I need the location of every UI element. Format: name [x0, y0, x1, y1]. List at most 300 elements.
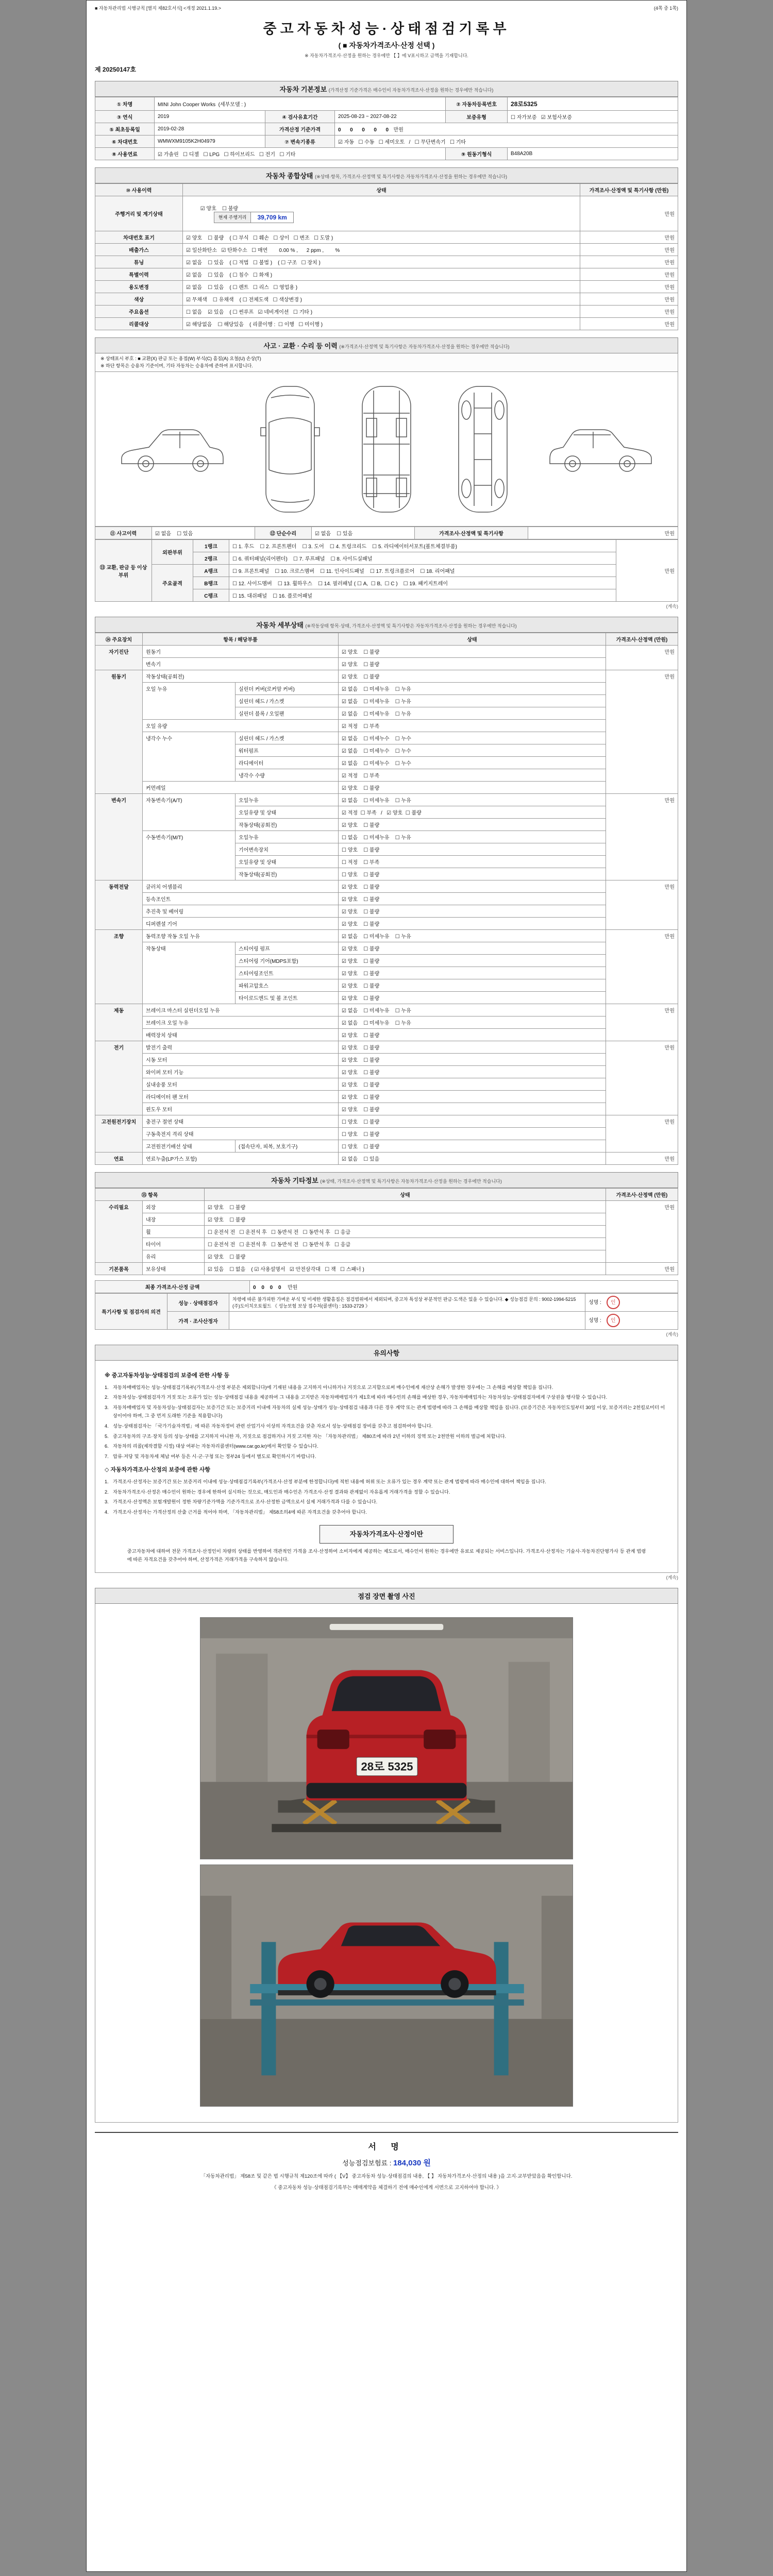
detail-row [95, 1078, 678, 1091]
price-cell [606, 1054, 678, 1066]
table-header-row [95, 184, 678, 196]
detail-row [95, 1029, 678, 1041]
status-cell: ☑ 양호 ☐ 불량 [339, 942, 606, 955]
field-label: 보증유형 [446, 111, 508, 123]
detail-row [95, 831, 678, 843]
device-cell: 제동 [95, 1004, 143, 1016]
form-reference-left: ■ 자동차관리법 시행규칙 [별지 제82호서식] <개정 2021.1.19.> [95, 6, 221, 11]
status-cell: ☑ 없음 ☐ 있음 [339, 1153, 606, 1165]
subitem-cell [236, 670, 339, 683]
status-cell: ☑ 있음 ☐ 없음 ( ☑ 사용설명서 ☑ 안전삼각대 ☐ 잭 ☐ 스패너 ) [205, 1263, 606, 1275]
detail-row [95, 1016, 678, 1029]
frame-label: 주요골격 [152, 565, 193, 602]
item-cell [143, 843, 236, 856]
appraiser-sign-cell [585, 1312, 678, 1330]
field-label: 색상 [95, 293, 183, 306]
section-basic-title: 자동차 기본정보 [279, 86, 327, 93]
rank-items: ☐ 6. 쿼터패널(리어펜더) ☐ 7. 루프패널 ☐ 8. 사이드실패널 [229, 552, 616, 565]
notice-item-number: 1. [105, 1479, 109, 1484]
rank-row [95, 565, 678, 577]
mileage-status-cell [183, 196, 580, 231]
inspector-stamp: 인 [607, 1296, 620, 1309]
status-cell: ☑ 양호 ☐ 불량 [339, 918, 606, 930]
device-cell [95, 1016, 143, 1029]
notice-item-text: 압류·저당 및 자동차세 체납 여부 등은 시·군·구청 또는 정부24 등에서 별도로 확인하시기 바랍니다. [113, 1454, 316, 1460]
table-row [95, 135, 678, 148]
section-detail-title: 자동차 세부상태 [256, 621, 304, 629]
status-cell: ☑ 양호 ☐ 불량 [205, 1213, 606, 1226]
status-cell: ☑ 없음 ☐ 미세누유 ☐ 누유 [339, 1004, 606, 1016]
subitem-cell [236, 1153, 339, 1165]
appraiser-stamp: 인 [607, 1314, 620, 1327]
status-cell: ☑ 양호 ☐ 불량 [339, 1066, 606, 1078]
price-cell: 만원 [580, 293, 678, 306]
status-cell: ☑ 양호 ☐ 불량 [339, 1091, 606, 1103]
detail-row [95, 1054, 678, 1066]
status-cell: ☐ 운전석 전 ☐ 운전석 후 ☐ 동반석 전 ☐ 동반석 후 ☐ 응급 [205, 1226, 606, 1238]
field-label: 튜닝 [95, 256, 183, 268]
notice-item-text: 가격조사·산정액은 보험개발원이 정한 차량기준가액을 기준가격으로 조사·산정한 금액으로서 실제 거래가격과 다를 수 있습니다. [113, 1499, 378, 1505]
status-cell: ☑ 적정 ☐ 부족 [339, 769, 606, 782]
subitem-cell [236, 1016, 339, 1029]
device-cell [95, 831, 143, 843]
price-cell [606, 955, 678, 967]
detail-row [95, 658, 678, 670]
item-cell: 원동기 [143, 646, 236, 658]
subitem-cell: 작동상태(공회전) [236, 868, 339, 880]
subitem-cell [236, 1078, 339, 1091]
section-accident-note: (※가격조사·산정액 및 특기사항은 자동차가격조사·산정을 원하는 경우에만 적습니다) [339, 344, 510, 349]
field-label: ⑦ 변속기종류 [265, 135, 335, 148]
price-cell [606, 1103, 678, 1115]
detail-row [95, 720, 678, 732]
subitem-cell [236, 1004, 339, 1016]
price-cell: 만원 [616, 540, 678, 602]
notice-item-text: 자동차가격조사·산정은 매수인이 원하는 경우에 한하여 실시하는 것으로, 매도인과 매수인은 가격조사·산정 결과와 관계없이 자유롭게 거래가격을 정할 수 있습니다. [113, 1489, 450, 1495]
section-basic-info [95, 81, 678, 97]
price-cell [606, 1016, 678, 1029]
detail-row [95, 1066, 678, 1078]
overall-rows [95, 231, 678, 330]
price-cell: 만원 [580, 268, 678, 281]
section-photos [95, 1588, 678, 1604]
device-cell [95, 1078, 143, 1091]
subitem-cell [236, 1041, 339, 1054]
item-cell [143, 819, 236, 831]
opinion-row [95, 1312, 678, 1330]
price-cell: 만원 [528, 527, 678, 539]
car-diagram-side-left [114, 418, 227, 480]
first-registration-value: 2019-02-28 [155, 123, 265, 135]
other-row [95, 1250, 678, 1263]
device-header: ⑭ 주요장치 [95, 633, 143, 646]
item-cell: 윈도우 모터 [143, 1103, 236, 1115]
status-cell: ☐ 없음 ☐ 미세누유 ☐ 누유 [339, 831, 606, 843]
detail-row [95, 893, 678, 905]
price-cell [606, 782, 678, 794]
status-cell: ☑ 없음 ☐ 미세누유 ☐ 누유 [339, 695, 606, 707]
price-cell [606, 819, 678, 831]
section-detail-condition [95, 617, 678, 633]
section-other-title: 자동차 기타정보 [271, 1177, 318, 1184]
notice-item [105, 1422, 668, 1431]
subitem-cell: 작동상태(공회전) [236, 819, 339, 831]
device-cell [95, 658, 143, 670]
detail-row [95, 843, 678, 856]
rank-name: 2랭크 [193, 552, 229, 565]
subitem-cell: 오일누유 [236, 794, 339, 806]
detail-row [95, 782, 678, 794]
detail-row [95, 646, 678, 658]
page-title: 중고자동차성능·상태점검기록부 [263, 21, 510, 37]
continue-mark: (계속) [666, 1574, 678, 1580]
field-label: 가격산정 기준가격 [265, 123, 335, 135]
device-cell: 고전원전기장치 [95, 1115, 143, 1128]
item-cell: 오일 유량 [143, 720, 236, 732]
device-cell [95, 1091, 143, 1103]
other-row [95, 1201, 678, 1213]
warranty-type-value: ☐ 자가보증 ☑ 보험사보증 [508, 111, 678, 123]
detail-row [95, 819, 678, 831]
subitem-cell [236, 893, 339, 905]
signature-statement-1: 「자동차관리법」 제58조 및 같은 법 시행규칙 제120조에 따라 ( 【V】 중고자동차 성능·상태점검의 내용, 【 】 자동차가격조사·산정의 내용 )을 고지·교부받았음을 확인합니다. [200, 2173, 573, 2179]
price-note-label: 가격조사·산정액 및 특기사항 [415, 527, 528, 539]
overall-row [95, 306, 678, 318]
detail-row [95, 905, 678, 918]
base-price-digits: 0 0 0 0 0 [338, 127, 391, 133]
section-overall-condition [95, 167, 678, 183]
subitem-cell: 냉각수 수량 [236, 769, 339, 782]
item-header: ⑮ 항목 [95, 1189, 205, 1201]
document-number: 제 20250147호 [95, 66, 136, 73]
detail-row [95, 707, 678, 720]
status-cell: ☑ 양호 ☐ 불량 [339, 1103, 606, 1115]
status-cell: ☑ 양호 ☐ 불량 [339, 905, 606, 918]
notice-item-text: 자동차매매업자는 성능·상태점검기록부(가격조사·산정 부분은 제외합니다)에 기재된 내용을 고지하지 아니하거나 거짓으로 고지함으로써 매수인에게 재산상 손해가 발생한 경우에는 그 손해를 배상할 책임을 집니다. [113, 1384, 553, 1390]
simple-repair-value: ☑ 없음 ☐ 있음 [312, 527, 415, 539]
detail-row [95, 757, 678, 769]
notice-item-number: 5. [105, 1433, 109, 1439]
notice-item-text: 가격조사·산정자는 보증기간 또는 보증거리 이내에 성능·상태점검기록부(가격조사·산정 부분에 한정합니다)에 적힌 내용에 허위 또는 오류가 있는 경우 계약 또는 관계 법령에 따라 매수인에 대하여 책임을 집니다. [113, 1479, 546, 1484]
notice-item-text: 성능·상태점검자는 「국가기술자격법」에 따른 자동차정비 관련 산업기사 이상의 자격요건을 갖춘 자로서 성능·상태점검 장비를 갖추고 점검하여야 합니다. [113, 1423, 433, 1429]
other-info-table [95, 1188, 678, 1275]
field-label: 특별이력 [95, 268, 183, 281]
signature-section [95, 2132, 678, 2191]
item-cell: 작동상태 [143, 942, 236, 955]
status-cell: ☑ 없음 ☐ 미세누수 ☐ 누수 [339, 744, 606, 757]
subitem-cell [236, 905, 339, 918]
status-cell: ☑ 없음 ☐ 있음 ( ☐ 침수 ☐ 화재 ) [183, 268, 580, 281]
subitem-cell [236, 918, 339, 930]
state-header: 상태 [205, 1189, 606, 1201]
price-cell: 만원 [606, 646, 678, 658]
subitem-cell: 타이로드엔드 및 볼 조인트 [236, 992, 339, 1004]
price-cell: 만원 [580, 196, 678, 231]
status-cell: ☑ 양호 ☐ 불량 [339, 955, 606, 967]
price-cell: 만원 [606, 880, 678, 893]
group-cell: 수리필요 [95, 1201, 143, 1213]
price-cell: 만원 [606, 1115, 678, 1128]
device-cell: 조향 [95, 930, 143, 942]
license-plate-text: 28로 5325 [361, 1760, 413, 1773]
inspector-sign-cell [585, 1294, 678, 1312]
continue-mark: (계속) [666, 604, 678, 609]
overall-row [95, 231, 678, 244]
device-cell: 자기진단 [95, 646, 143, 658]
status-cell: ☑ 양호 ☐ 불량 ( ☐ 부식 ☐ 훼손 ☐ 상이 ☐ 변조 ☐ 도말 ) [183, 231, 580, 244]
group-cell [95, 1238, 143, 1250]
field-label: ⑫ 단순수리 [255, 527, 312, 539]
notice-item-number: 3. [105, 1405, 109, 1411]
device-cell: 동력전달 [95, 880, 143, 893]
car-side-view-right-icon [546, 418, 659, 480]
page-subtitle-note: ※ 자동차가격조사·산정을 원하는 경우에만 【 】에 V표시하고 금액을 기재합니다. [305, 53, 468, 58]
status-cell: ☑ 무채색 ☐ 유채색 ( ☐ 전체도색 ☐ 색상변경 ) [183, 293, 580, 306]
status-cell: ☑ 양호 ☐ 불량 [205, 1250, 606, 1263]
final-price-unit: 만원 [287, 1285, 298, 1291]
device-cell [95, 1103, 143, 1115]
detail-row [95, 856, 678, 868]
price-appraisal-definition-title: 자동차가격조사·산정이란 [320, 1525, 453, 1544]
detail-row [95, 794, 678, 806]
rank-items: ☐ 15. 대쉬패널 ☐ 16. 플로어패널 [229, 589, 616, 602]
current-mileage-label: 현재 주행거리 [214, 212, 251, 223]
item-cell: 라디에이터 팬 모터 [143, 1091, 236, 1103]
final-price-value [250, 1281, 678, 1293]
item-cell [143, 955, 236, 967]
detail-row [95, 1115, 678, 1128]
rank-name: A랭크 [193, 565, 229, 577]
field-label: ⑧ 사용연료 [95, 148, 155, 160]
item-cell: 외장 [143, 1201, 205, 1213]
price-cell [606, 732, 678, 744]
table-row [95, 123, 678, 135]
insurance-fee-line [95, 2157, 678, 2168]
final-price-digits: 0 0 0 0 [253, 1285, 283, 1291]
detail-row [95, 1004, 678, 1016]
field-label: 차대번호 표기 [95, 231, 183, 244]
price-cell [606, 905, 678, 918]
section-notice [95, 1345, 678, 1361]
detail-row [95, 744, 678, 757]
device-cell: 연료 [95, 1153, 143, 1165]
item-cell: 추진축 및 베어링 [143, 905, 236, 918]
status-cell: ☑ 양호 ☐ 불량 [339, 893, 606, 905]
status-cell: ☐ 양호 ☐ 불량 [339, 1140, 606, 1153]
outer-panel-label: 외판부위 [152, 540, 193, 565]
item-cell: 연료누출(LP가스 포함) [143, 1153, 236, 1165]
signature-title: 서 명 [368, 2142, 405, 2151]
inspection-photo-lift [200, 1865, 573, 2107]
device-cell: 원동기 [95, 670, 143, 683]
price-cell: 만원 [580, 244, 678, 256]
notice-item-number: 7. [105, 1454, 109, 1460]
registration-number-value: 28로5325 [508, 97, 678, 111]
price-cell [606, 720, 678, 732]
status-cell: ☑ 없음 ☐ 미세누유 ☐ 누유 [339, 683, 606, 695]
detail-row [95, 880, 678, 893]
detail-row [95, 868, 678, 880]
accident-legend [95, 353, 678, 372]
item-cell: 디퍼렌셜 기어 [143, 918, 236, 930]
status-cell: ☑ 없음 ☐ 미세누유 ☐ 누유 [339, 930, 606, 942]
status-cell: ☑ 없음 ☐ 미세누수 ☐ 누수 [339, 732, 606, 744]
price-cell [606, 893, 678, 905]
price-cell [606, 1029, 678, 1041]
detail-row [95, 1041, 678, 1054]
notice-item [105, 1509, 668, 1517]
item-cell: 자동변속기(A/T) [143, 794, 236, 806]
status-cell: ☑ 양호 ☐ 불량 [339, 1041, 606, 1054]
item-cell: 시동 모터 [143, 1054, 236, 1066]
item-cell: 내장 [143, 1213, 205, 1226]
notice-item-number: 2. [105, 1395, 109, 1400]
price-cell [606, 1226, 678, 1238]
device-cell [95, 806, 143, 819]
status-cell: ☑ 양호 ☐ 불량 [339, 880, 606, 893]
detail-row [95, 955, 678, 967]
price-cell [606, 942, 678, 955]
status-cell: ☑ 없음 ☐ 미세누유 ☐ 누유 [339, 707, 606, 720]
price-cell: 만원 [606, 1041, 678, 1054]
notice-item-text: 가격조사·산정자는 가격산정의 산출 근거를 적어야 하며, 「자동차관리법」 제58조의4에 따른 자격요건을 갖추어야 합니다. [113, 1510, 367, 1515]
price-cell [606, 707, 678, 720]
device-cell [95, 707, 143, 720]
status-cell: ☑ 양호 ☐ 불량 [339, 1054, 606, 1066]
field-label: 주행거리 및 계기상태 [95, 196, 183, 231]
price-cell [606, 856, 678, 868]
overall-row [95, 281, 678, 293]
appraiser-role-label: 가격 · 조사산정자 [167, 1312, 229, 1330]
detail-row [95, 769, 678, 782]
device-cell [95, 1066, 143, 1078]
subitem-cell: 스티어링조인트 [236, 967, 339, 979]
price-cell [606, 1238, 678, 1250]
notice-item-text: 중고자동차의 구조·장치 등의 성능·상태를 고지하지 아니한 자, 거짓으로 점검하거나 거짓 고지한 자는 「자동차관리법」 제80조에 따라 2년 이하의 징역 또는 2천만원 이하의 벌금에 처합니다. [113, 1433, 507, 1439]
device-cell [95, 695, 143, 707]
status-cell: ☑ 양호 ☐ 불량 [339, 1029, 606, 1041]
device-cell [95, 1054, 143, 1066]
price-cell [606, 831, 678, 843]
notice-item-number: 4. [105, 1510, 109, 1515]
subitem-cell [236, 1091, 339, 1103]
subitem-cell [236, 1029, 339, 1041]
odometer-status: ☑ 양호 ☐ 불량 [200, 206, 239, 212]
legend-line-2: ※ 하단 항목은 승용차 기준이며, 기타 자동차는 승용차에 준하여 표시합니다. [100, 363, 253, 368]
price-cell [606, 1066, 678, 1078]
overall-row [95, 244, 678, 256]
device-cell [95, 819, 143, 831]
vehicle-name-value: MINI John Cooper Works (세부모델 : ) [155, 97, 446, 111]
car-underbody-view-icon [449, 382, 516, 516]
status-cell: ☑ 해당없음 ☐ 해당있음 ( 리콜이행 : ☐ 이행 ☐ 미이행 ) [183, 318, 580, 330]
price-cell: 만원 [606, 794, 678, 806]
section-overall-title: 자동차 종합상태 [265, 172, 313, 180]
device-cell [95, 967, 143, 979]
accident-summary-row [95, 527, 678, 539]
device-cell [95, 942, 143, 955]
device-cell [95, 979, 143, 992]
device-cell [95, 905, 143, 918]
item-cell [143, 707, 236, 720]
group-cell: 기본품목 [95, 1263, 143, 1275]
notice-item [105, 1488, 668, 1497]
status-cell: ☑ 양호 ☐ 불량 [205, 1201, 606, 1213]
base-price-value [335, 123, 678, 135]
status-cell: ☑ 없음 ☐ 있음 ( ☐ 적법 ☐ 불법 ) ( ☐ 구조 ☐ 장치 ) [183, 256, 580, 268]
price-cell [606, 979, 678, 992]
inspector-opinion-text: 차령에 따른 불가피한 가벼운 부식 및 미세한 생활흠집은 점검범위에서 제외되며, 중고차 특성상 부분적인 판금·도색은 있을 수 있습니다. ◆ 성능점검 문의 : 9002-1994-5215 (주)도이치오토월드 《 성능보험 보상 접수처(콜센터) : 1533-2729 》 [229, 1294, 585, 1312]
field-label: 주요옵션 [95, 306, 183, 318]
subitem-cell [236, 1128, 339, 1140]
detail-row [95, 992, 678, 1004]
device-cell [95, 1029, 143, 1041]
detail-row [95, 806, 678, 819]
field-label: 리콜대상 [95, 318, 183, 330]
price-cell [606, 683, 678, 695]
price-cell: 만원 [606, 670, 678, 683]
notice-heading-2: ◇ 자동차가격조사·산정의 보증에 관한 사항 [105, 1467, 210, 1473]
subitem-cell: 실린더 헤드 / 가스켓 [236, 732, 339, 744]
subitem-cell: 스티어링 기어(MDPS포함) [236, 955, 339, 967]
item-cell: 휠 [143, 1226, 205, 1238]
rank-items: ☐ 12. 사이드멤버 ☐ 13. 휠하우스 ☐ 14. 필러패널 ( ☐ A, ☐ B, ☐ C ) ☐ 19. 패키지트레이 [229, 577, 616, 589]
device-cell [95, 744, 143, 757]
price-cell: 만원 [606, 1153, 678, 1165]
device-cell: 전기 [95, 1041, 143, 1054]
field-label: ⑥ 차대번호 [95, 135, 155, 148]
notice-item-text: 자동차의 리콜(제작결함 시정) 대상 여부는 자동차리콜센터(www.car.go.kr)에서 확인할 수 있습니다. [113, 1444, 318, 1449]
opinion-row [95, 1294, 678, 1312]
notice-item [105, 1404, 668, 1420]
appraiser-opinion-text [229, 1312, 585, 1330]
car-diagram-underbody [449, 382, 516, 516]
subitem-cell [236, 646, 339, 658]
detail-row [95, 670, 678, 683]
other-row [95, 1226, 678, 1238]
device-cell [95, 769, 143, 782]
subitem-cell: 실린더 커버(로커암 커버) [236, 683, 339, 695]
overall-row [95, 293, 678, 306]
item-cell: 배력장치 상태 [143, 1029, 236, 1041]
device-cell [95, 782, 143, 794]
status-cell: ☑ 없음 ☐ 미세누유 ☐ 누유 [339, 1016, 606, 1029]
notice-item [105, 1478, 668, 1486]
vin-value: WMWXM9105K2H04979 [155, 135, 265, 148]
section-basic-note: (가격산정 기준가격은 매수인이 자동차가격조사·산정을 원하는 경우에만 적습니다) [328, 88, 494, 93]
item-cell [143, 744, 236, 757]
state-header: 상태 [183, 184, 580, 196]
field-label: ④ 검사유효기간 [265, 111, 335, 123]
notice-body [95, 1361, 678, 1573]
table-row [95, 148, 678, 160]
item-cell [143, 695, 236, 707]
overall-row [95, 256, 678, 268]
detail-row [95, 1153, 678, 1165]
price-cell [606, 806, 678, 819]
item-cell: 구동축전지 격리 상태 [143, 1128, 236, 1140]
device-cell [95, 732, 143, 744]
other-row [95, 1213, 678, 1226]
other-row [95, 1263, 678, 1275]
car-top-view-icon [257, 382, 324, 516]
device-cell [95, 1140, 143, 1153]
subitem-cell [236, 720, 339, 732]
device-cell [95, 843, 143, 856]
item-cell: 고전원전기배선 상태 [143, 1140, 236, 1153]
subitem-cell [236, 1066, 339, 1078]
section-photos-title: 점검 장면 촬영 사진 [358, 1592, 415, 1600]
